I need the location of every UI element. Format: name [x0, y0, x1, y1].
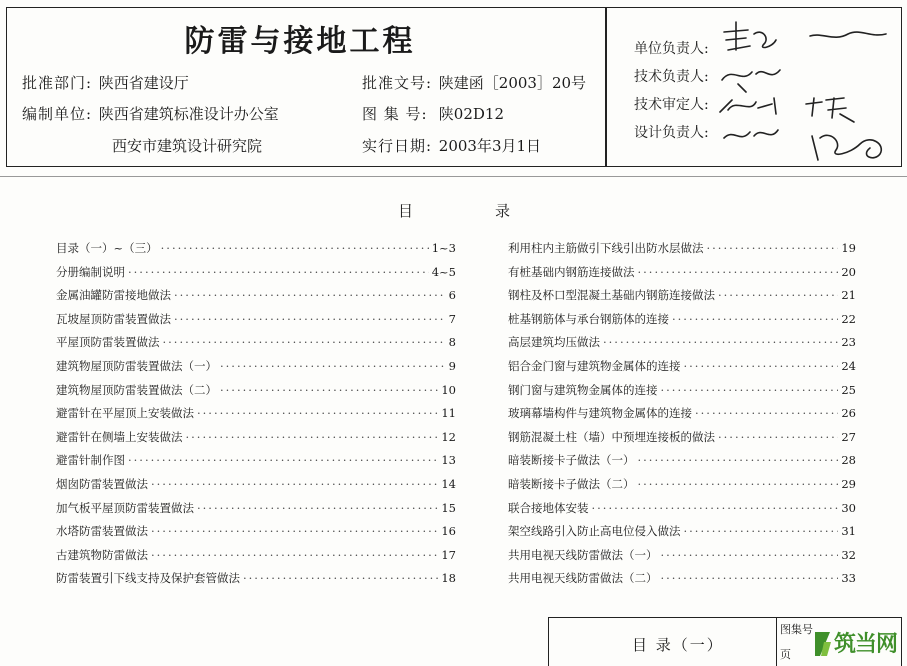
- toc-entry-page: 4~5: [431, 264, 456, 279]
- toc-entry: [56, 547, 456, 571]
- toc-entry-title: 共用电视天线防雷做法（一）: [508, 547, 658, 562]
- toc-entry-page: 31: [841, 524, 856, 539]
- toc-leader-dots: [197, 406, 438, 420]
- toc-entry: [56, 500, 456, 524]
- toc-entry-page: 12: [441, 429, 456, 444]
- approval-no-label: 批准文号:: [362, 74, 433, 92]
- toc-leader-dots: [638, 453, 839, 467]
- toc-entry: [508, 547, 856, 571]
- toc-entry-page: 27: [841, 429, 856, 444]
- approval-no-value: 陕建函［2003］20号: [438, 74, 587, 92]
- toc-entry-page: 26: [841, 406, 856, 421]
- toc-entry-page: 25: [841, 382, 856, 397]
- approval-dept-label: 批准部门:: [22, 74, 93, 92]
- toc-leader-dots: [174, 288, 446, 302]
- toc-entry: [56, 240, 456, 264]
- toc-entry-page: 16: [441, 524, 456, 539]
- toc-leader-dots: [220, 383, 438, 397]
- toc-entry-page: 17: [441, 547, 456, 562]
- toc-leader-dots: [243, 571, 438, 585]
- toc-leader-dots: [718, 430, 838, 444]
- toc-entry: [56, 405, 456, 429]
- signature-label: 技术负责人:: [634, 69, 709, 85]
- toc-entry: [508, 334, 856, 358]
- toc-entry-page: 32: [841, 547, 856, 562]
- document-title: 防雷与接地工程: [184, 24, 416, 59]
- toc-entry: [56, 334, 456, 358]
- toc-entry-title: 铝合金门窗与建筑物金属体的连接: [508, 358, 681, 373]
- toc-entry-title: 加气板平屋顶防雷装置做法: [56, 500, 194, 515]
- toc-entry-page: 29: [841, 476, 856, 491]
- toc-entry-page: 6: [448, 288, 456, 303]
- toc-entry: [508, 264, 856, 288]
- toc-entry-title: 古建筑物防雷做法: [56, 547, 148, 562]
- compiler-label: 编制单位:: [22, 105, 93, 123]
- signature-row-tech: [634, 66, 709, 86]
- effective-date-row: [362, 135, 541, 156]
- toc-entry-title: 避雷针制作图: [56, 453, 125, 468]
- toc-entry: [56, 452, 456, 476]
- toc-entry: [508, 429, 856, 453]
- toc-entry-page: 24: [841, 358, 856, 373]
- toc-entry-title: 瓦坡屋顶防雷装置做法: [56, 311, 171, 326]
- compiler-row: [22, 103, 279, 124]
- toc-entry-page: 22: [841, 311, 856, 326]
- signature-label: 设计负责人:: [634, 125, 709, 141]
- signature-row-review: [634, 94, 709, 114]
- toc-entry-title: 架空线路引入防止高电位侵入做法: [508, 524, 681, 539]
- approval-dept-row: [22, 72, 189, 93]
- atlas-no-label: 图 集 号:: [362, 105, 428, 123]
- toc-entry-page: 30: [841, 500, 856, 515]
- toc-entry: [508, 452, 856, 476]
- toc-entry-title: 桩基钢筋体与承台钢筋体的连接: [508, 311, 669, 326]
- toc-leader-dots: [151, 524, 438, 538]
- toc-entry-title: 钢筋混凝土柱（墙）中预埋连接板的做法: [508, 429, 715, 444]
- toc-entry-title: 暗装断接卡子做法（二）: [508, 476, 635, 491]
- toc-leader-dots: [718, 288, 838, 302]
- atlas-no-row: [362, 103, 504, 124]
- toc-entry: [508, 311, 856, 335]
- toc-left-column: [56, 240, 456, 594]
- toc-entry-title: 共用电视天线防雷做法（二）: [508, 571, 658, 586]
- toc-leader-dots: [638, 477, 839, 491]
- toc-entry-title: 高层建筑均压做法: [508, 335, 600, 350]
- toc-entry-title: 有桩基础内钢筋连接做法: [508, 264, 635, 279]
- toc-leader-dots: [661, 383, 839, 397]
- toc-entry-title: 避雷针在侧墙上安装做法: [56, 429, 183, 444]
- toc-entry-title: 防雷装置引下线支持及保护套管做法: [56, 571, 240, 586]
- toc-leader-dots: [128, 453, 438, 467]
- toc-entry-page: 19: [841, 241, 856, 255]
- approval-dept-value: 陕西省建设厅: [98, 74, 189, 92]
- toc-entry-title: 钢门窗与建筑物金属体的连接: [508, 382, 658, 397]
- toc-entry-page: 13: [441, 453, 456, 468]
- toc-entry-page: 21: [841, 288, 856, 303]
- signature-label: 单位负责人:: [634, 41, 709, 57]
- toc-entry-title: 烟囱防雷装置做法: [56, 476, 148, 491]
- toc-leader-dots: [151, 548, 438, 562]
- toc-entry: [56, 287, 456, 311]
- toc-entry-title: 联合接地体安装: [508, 500, 589, 515]
- signature-row-design: [634, 122, 709, 142]
- footer-page-label: 页: [780, 648, 791, 661]
- footer-sheet-title: 目 录（一）: [632, 636, 724, 654]
- co-compiler-value: 西安市建筑设计研究院: [112, 137, 263, 155]
- toc-entry-page: 18: [441, 571, 456, 586]
- toc-leader-dots: [672, 312, 838, 326]
- toc-entry-page: 33: [841, 571, 856, 586]
- toc-leader-dots: [661, 548, 839, 562]
- toc-entry-title: 分册编制说明: [56, 264, 125, 279]
- page-rule: [0, 176, 907, 177]
- toc-entry-title: 玻璃幕墙构件与建筑物金属体的连接: [508, 406, 692, 421]
- toc-entry-page: 9: [448, 358, 456, 373]
- toc-entry-page: 23: [841, 335, 856, 350]
- toc-entry-page: 28: [841, 453, 856, 468]
- footer-divider: [776, 617, 777, 666]
- footer-atlas-label: 图集号: [780, 623, 813, 636]
- toc-leader-dots: [603, 335, 838, 349]
- signature-label: 技术审定人:: [634, 97, 709, 113]
- toc-entry-title: 利用柱内主筋做引下线引出防水层做法: [508, 241, 704, 255]
- effective-date-label: 实行日期:: [362, 137, 433, 155]
- toc-leader-dots: [707, 241, 839, 255]
- toc-entry: [56, 523, 456, 547]
- toc-entry: [56, 264, 456, 288]
- toc-leader-dots: [161, 241, 429, 255]
- toc-leader-dots: [174, 312, 446, 326]
- toc-leader-dots: [695, 406, 838, 420]
- co-compiler-row: [112, 135, 262, 156]
- toc-entry-page: 11: [441, 406, 456, 421]
- toc-entry-title: 建筑物屋顶防雷装置做法（一）: [56, 358, 217, 373]
- toc-leader-dots: [661, 571, 839, 585]
- toc-entry-page: 15: [441, 500, 456, 515]
- handwritten-signatures: [710, 14, 900, 162]
- toc-entry: [56, 476, 456, 500]
- toc-entry: [56, 311, 456, 335]
- toc-leader-dots: [220, 359, 446, 373]
- toc-entry: [508, 287, 856, 311]
- approval-no-row: [362, 72, 586, 93]
- toc-entry-page: 10: [441, 382, 456, 397]
- toc-entry: [508, 405, 856, 429]
- toc-entry: [508, 476, 856, 500]
- toc-entry: [56, 358, 456, 382]
- watermark-logo-icon: [812, 628, 834, 660]
- toc-entry-title: 建筑物屋顶防雷装置做法（二）: [56, 382, 217, 397]
- toc-entry: [56, 429, 456, 453]
- toc-entry: [508, 500, 856, 524]
- toc-leader-dots: [163, 335, 446, 349]
- toc-entry: [508, 240, 856, 264]
- toc-entry: [508, 570, 856, 594]
- toc-heading: 目录: [398, 202, 593, 220]
- toc-leader-dots: [151, 477, 438, 491]
- toc-leader-dots: [128, 265, 429, 279]
- toc-right-column: [508, 240, 856, 594]
- toc-entry-title: 目录（一）~（三）: [56, 241, 158, 255]
- toc-entry: [56, 570, 456, 594]
- toc-leader-dots: [638, 265, 839, 279]
- toc-entry-title: 避雷针在平屋顶上安装做法: [56, 406, 194, 421]
- toc-entry-page: 14: [441, 476, 456, 491]
- toc-leader-dots: [186, 430, 439, 444]
- toc-leader-dots: [684, 359, 839, 373]
- toc-leader-dots: [197, 501, 438, 515]
- toc-leader-dots: [592, 501, 839, 515]
- toc-entry: [56, 382, 456, 406]
- atlas-no-value: 陕02D12: [438, 105, 504, 123]
- toc-entry-title: 钢柱及杯口型混凝土基础内钢筋连接做法: [508, 288, 715, 303]
- toc-entry-page: 8: [448, 335, 456, 350]
- toc-entry-page: 7: [448, 311, 456, 326]
- toc-leader-dots: [684, 524, 839, 538]
- toc-entry-title: 平屋顶防雷装置做法: [56, 335, 160, 350]
- watermark-text: 筑当网: [834, 632, 898, 657]
- signature-row-unit: [634, 38, 709, 58]
- toc-entry: [508, 358, 856, 382]
- toc-entry-page: 1~3: [431, 241, 456, 255]
- toc-entry-page: 20: [841, 264, 856, 279]
- effective-date-value: 2003年3月1日: [438, 137, 542, 155]
- toc-entry-title: 金属油罐防雷接地做法: [56, 288, 171, 303]
- compiler-value: 陕西省建筑标准设计办公室: [98, 105, 279, 123]
- toc-entry: [508, 523, 856, 547]
- toc-entry: [508, 382, 856, 406]
- toc-entry-title: 水塔防雷装置做法: [56, 524, 148, 539]
- toc-entry-title: 暗装断接卡子做法（一）: [508, 453, 635, 468]
